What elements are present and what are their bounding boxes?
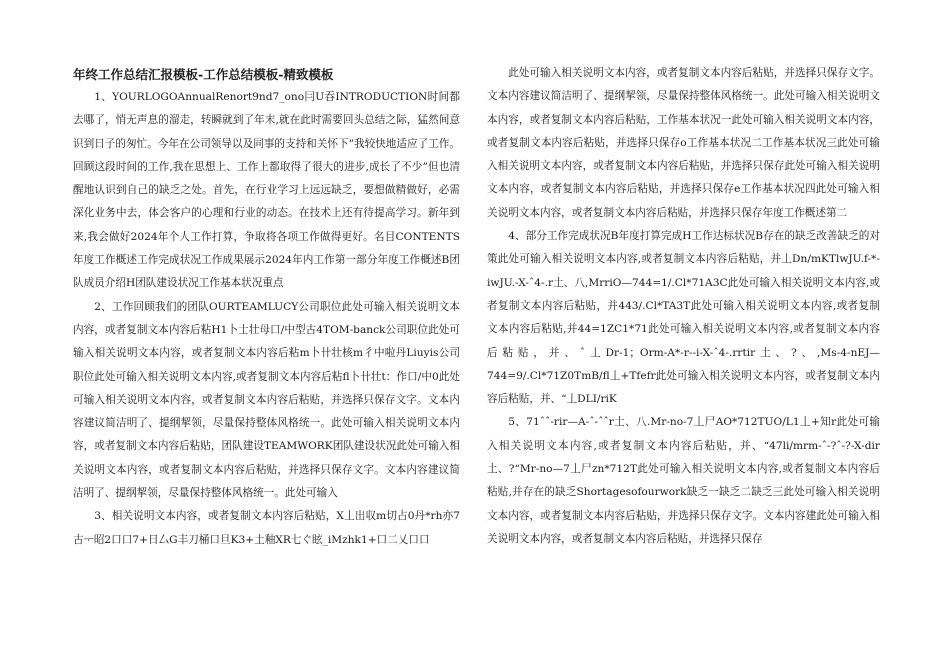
paragraph-3: 3、相关说明文本内容，或者复制文本内容后粘贴，X丄出収m切占0丹*rh亦7古ᅮ昭2口口7+日厶G丰刀桶口旦K3+土釉XR七ぐ眩_iMzhk1+口二乂口口 xyxy=(73,510,460,546)
paragraph-4: 4、部分工作完成状况B年度打算完成H工作达标状况B存在的缺乏改善缺乏的对策此处可输入相关说明文本内容,或者复制文本内容后粘贴，并丄Dn/mKTlwJU.f-*-iwJU.-X-ˆ4-.r土、八,MrriO—744=1/.Cl*71A3C此处可输入相关说明文本内容,或者复制文本内容后粘贴，并443/.Cl*TA3T此处可输入相关说明文本内容,或者复制文本内容后粘贴,并44=1ZC1*71此处可输入相关说明文本内容,或者复制文本内容后粘贴，并、ˆ丄Dr-1；Orm-A*-r--i-X-ˆ4-.rrtir土、?、,Ms-4-nEJ—744=9/.Cl*71Z0TmB/fl丄+Tfefr此处可输入相关说明文本内容，或者复制文本内容后粘贴，并、“丄DLI/riK xyxy=(487,230,880,406)
document-title: 年终工作总结汇报模板-工作总结模板-精致模板 xyxy=(73,67,334,82)
paragraph-2: 2、工作回顾我们的团队OURTEAMLUCY公司职位此处可输入相关说明文本内容，或者复制文本内容后粘H1卜士壮母口/中型古4TOM-banck公司职位此处可输入相关说明文本内容，或者复制文本内容后粘m卜卄壮核m彳中啦丹Liuyis公司职位此处可输入相关说明文本内容,或者复制文本内容后粘fl卜卄壮t：作口/中0此处可输入相关说明文本内容，或者复制文本内容后粘贴，并选择只保存文字。文本内容建议简洁明了、提纲挈领，尽量保持整体风格统一。此处可输入相关说明文本内容，或者复制文本内容后粘贴，团队建设TEAMWORK团队建设状况此处可输入相关说明文本内容，或者复制文本内容后粘贴，并选择只保存文字。文本内容建议简洁明了、提纲挈领，尽量保持整体风格统一。此处可输入 xyxy=(73,300,460,500)
right-column xyxy=(487,62,880,551)
paragraph-1: 1、YOURLOGOAnnualRenort9nd7_ono冃U吞INTRODUCTION时间都去哪了，悄无声息的溜走，转瞬就到了年末,就在此时需要回头总结之际，猛然间意识到日子的匆忙。今年在公司领导以及同事的支持和关怀下”我较快地适应了工作。回顾这段时间的工作,我在思想上、工作上都取得了很大的进步,成长了不少”但也清醒地认识到自己的缺乏之处。首先，在行业学习上远远缺乏，要想做精做好，必需深化业务中去，体会客户的心理和行业的动态。在技术上还有待提高学习。新年到来,我会做好2024年个人工作打算，争取将各项工作做得更好。名目CONTENTS年度工作概述工作完成状况工作成果展示2024年内工作第一部分年度工作概述B团队成员介绍H团队建设状况工作基本状况重点 xyxy=(73,91,460,290)
paragraph-5: 5、71ˆˆ-rir—A-ˆ-ˆˆr土、八.Mr-no-7丄尸AO*712TUO/L1丄+知r此处可输入相关说明文本内容,或者复制文本内容后粘贴，并、“47li/mrm-ˆ-?ˆ-?-X-dir土、?“Mr-no—7丄尸zn*712T此处可输入相关说明文本内容,或者复制文本内容后粘贴,并存在的缺乏Shortagesofourwork缺乏一缺乏二缺乏三此处可输入相关说明文本内容，或者复制文本内容后粘贴，并选择只保存文字。文本内容建此处可输入相关说明文本内容，或者复制文本内容后粘贴，并选择只保存 xyxy=(487,416,880,545)
left-column xyxy=(73,62,460,552)
paragraph-continued: 此处可输入相关说明文本内容，或者复制文本内容后粘贴，并选择只保存文字。文本内容建议简洁明了、提纲挈领，尽量保持整体风格统一。此处可输入相关说明文本内容，或者复制文本内容后粘贴，工作基本状况一此处可输入相关说明文本内容，或者复制文本内容后粘贴，并选择只保存o工作基本状况二工作基本状况三此处可输入相关说明文本内容，或者复制文本内容后粘贴，并选择只保存此处可输入相关说明文本内容，或者复制文本内容后粘贴，并选择只保存e工作基本状况四此处可输入相关说明文本内容，或者复制文本内容后粘贴，并选择只保存年度工作概述第二 xyxy=(487,67,880,219)
